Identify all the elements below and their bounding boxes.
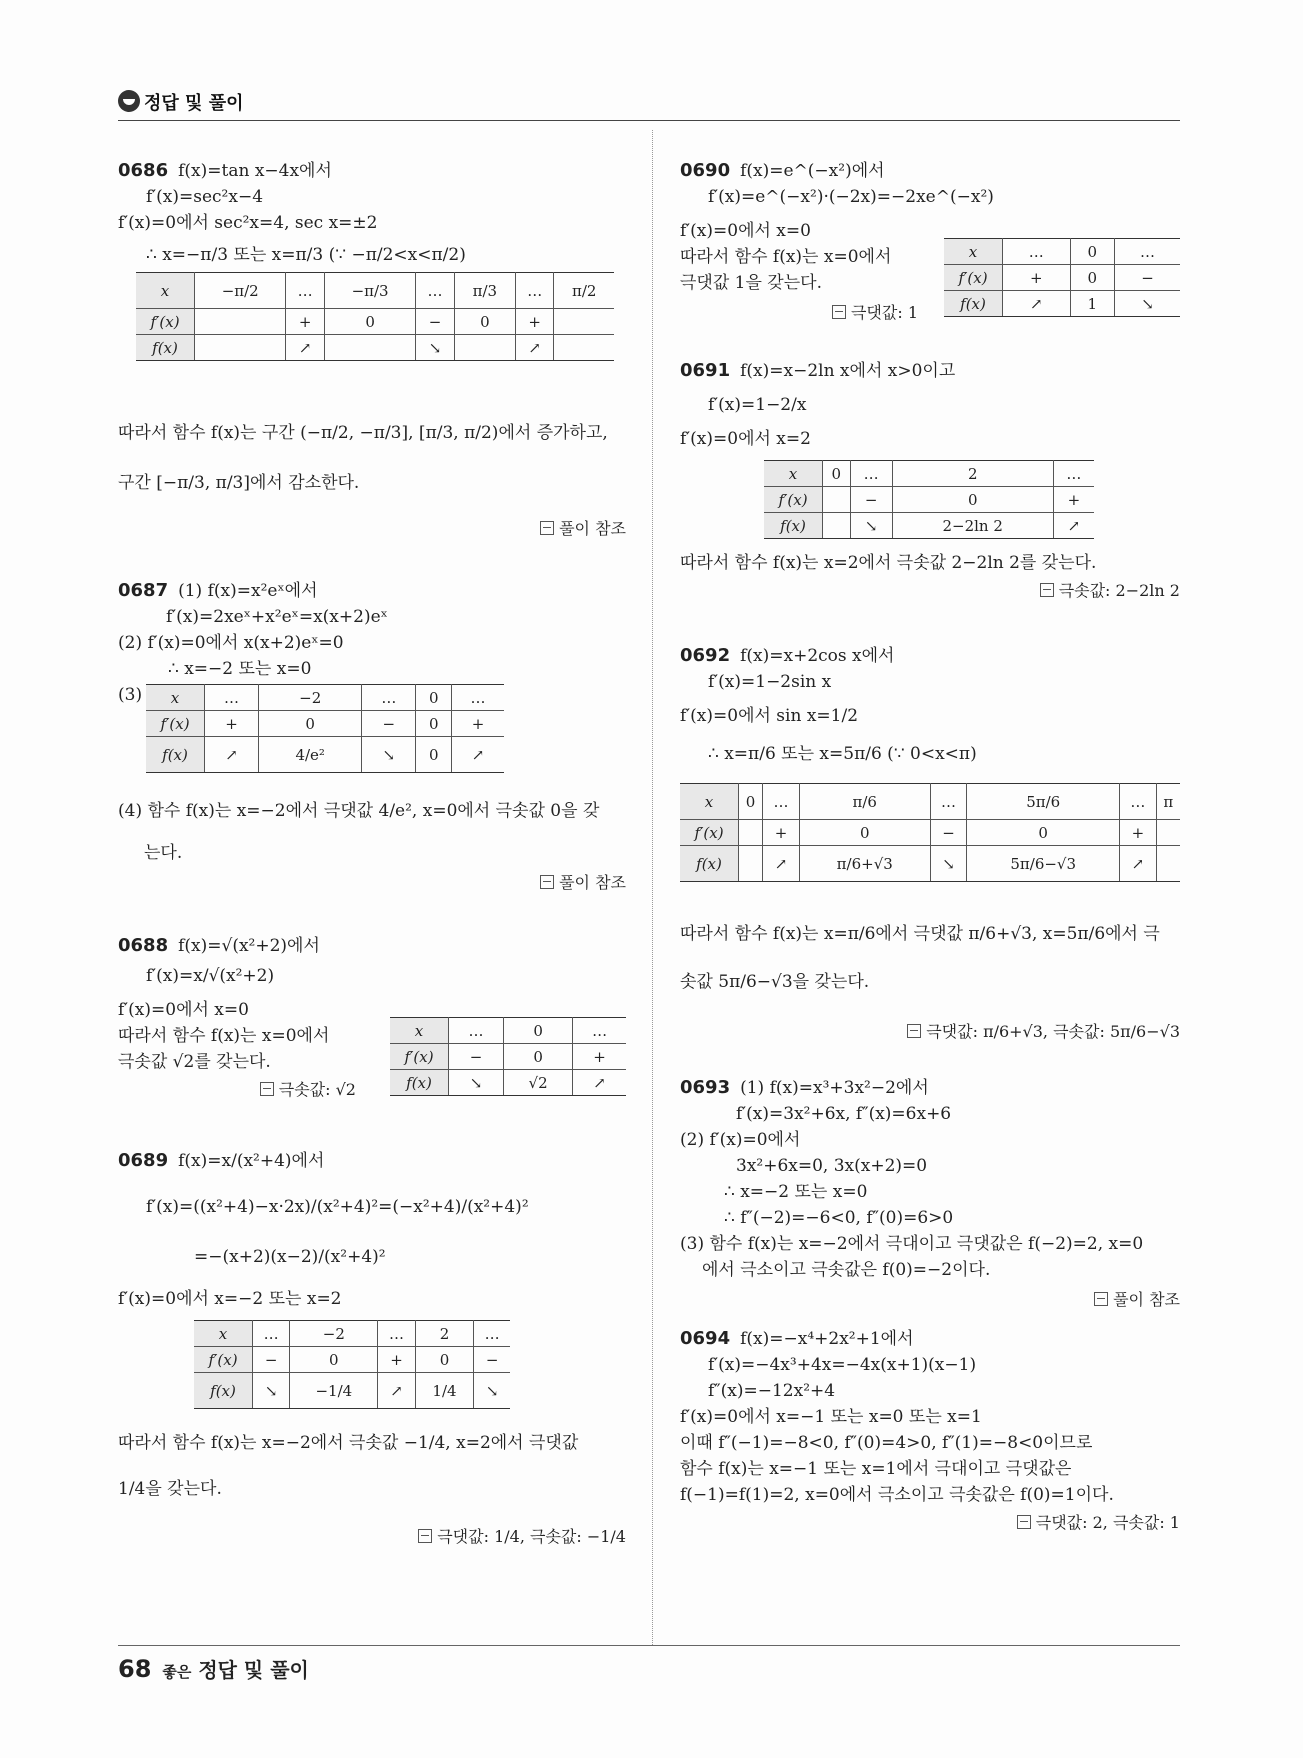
table-cell (324, 335, 415, 361)
solution-line: f′(x)=2xeˣ+x²eˣ=x(x+2)eˣ (166, 607, 388, 627)
table-cell: 0 (739, 784, 763, 820)
table-cell: x (136, 273, 195, 309)
solution-line: 함수 f(x)는 x=−1 또는 x=1에서 극대이고 극댓값은 (680, 1459, 1072, 1479)
table-cell: − (930, 820, 967, 846)
table-cell: 5π/6 (967, 784, 1120, 820)
table-cell: 2−2ln 2 (892, 513, 1053, 539)
conclusion-line: 1/4을 갖는다. (118, 1479, 222, 1499)
solution-line: f′(x)=1−2sin x (708, 672, 832, 692)
table-cell: ↗ (378, 1373, 415, 1409)
table-cell: 0 (454, 309, 515, 335)
solution-line: (3) 함수 f(x)는 x=−2에서 극대이고 극댓값은 f(−2)=2, x=0 (680, 1234, 1144, 1254)
header-title: 정답 및 풀이 (144, 93, 244, 114)
solution-line: (3) (118, 685, 143, 705)
answer: 풀이 참조 (540, 870, 626, 893)
table-cell (1156, 820, 1180, 846)
solution-line: f′(x)=x/√(x²+2) (146, 966, 275, 986)
solution-line: f′(x)=e^(−x²)·(−2x)=−2xe^(−x²) (708, 187, 994, 207)
table-cell: f(x) (146, 737, 205, 773)
table-cell: … (362, 685, 416, 711)
table-cell: ↗ (205, 737, 259, 773)
table-cell: 0 (967, 820, 1120, 846)
answer-icon (418, 1529, 432, 1543)
table-cell: … (474, 1321, 510, 1347)
table-cell: + (1053, 487, 1094, 513)
table-cell: + (1120, 820, 1157, 846)
table-cell: ↘ (362, 737, 416, 773)
table-cell: π (1156, 784, 1180, 820)
table-cell: −π/2 (195, 273, 286, 309)
solution-line: f(x)=x/(x²+4)에서 (178, 1151, 325, 1171)
solution-line: f(x)=e^(−x²)에서 (740, 161, 885, 181)
table-cell: 0 (1070, 265, 1115, 291)
problem-number: 0686 (118, 160, 169, 181)
table-cell: 0 (504, 1044, 573, 1070)
table-cell: ↘ (1115, 291, 1180, 317)
table-cell: … (1053, 461, 1094, 487)
solution-line: f′(x)=0에서 x=0 (118, 1000, 249, 1020)
table-cell: 4/e² (259, 737, 362, 773)
table-cell (823, 513, 851, 539)
solution-line: f(x)=tan x−4x에서 (178, 161, 332, 181)
solution-line: (1) f(x)=x³+3x²−2에서 (740, 1078, 929, 1098)
table-cell: ↘ (850, 513, 892, 539)
problem-number: 0687 (118, 580, 169, 601)
variation-table (764, 460, 1094, 539)
solution-line: f′(x)=0에서 sin x=1/2 (680, 706, 859, 726)
solution-line: f′(x)=3x²+6x, f″(x)=6x+6 (736, 1104, 952, 1124)
table-cell: + (286, 309, 324, 335)
table-cell: ↗ (763, 846, 800, 882)
solution-line: 따라서 함수 f(x)는 x=0에서 (118, 1026, 330, 1046)
solution-line: f(x)=x−2ln x에서 x>0이고 (740, 361, 956, 381)
table-cell: … (763, 784, 800, 820)
table-cell (1156, 846, 1180, 882)
table-cell: … (253, 1321, 290, 1347)
table-cell: 0 (1070, 239, 1115, 265)
conclusion-line: (4) 함수 f(x)는 x=−2에서 극댓값 4/e², x=0에서 극솟값 0을 갖 (118, 801, 600, 821)
table-cell: … (1115, 239, 1180, 265)
table-cell: ↗ (515, 335, 553, 361)
mascot-icon (118, 90, 140, 112)
table-cell: ↗ (1053, 513, 1094, 539)
conclusion-line: 솟값 5π/6−√3을 갖는다. (680, 972, 870, 992)
table-cell: − (253, 1347, 290, 1373)
problem-number: 0692 (680, 645, 731, 666)
table-cell: 0 (799, 820, 930, 846)
footer-label: 정답 및 풀이 (198, 1658, 309, 1682)
page-header (118, 88, 1180, 121)
table-cell: 0 (504, 1018, 573, 1044)
solution-line: 극솟값 √2를 갖는다. (118, 1052, 271, 1072)
table-cell: + (573, 1044, 626, 1070)
table-cell: x (146, 685, 205, 711)
solution-line: 따라서 함수 f(x)는 x=0에서 (680, 247, 892, 267)
solution-line: ∴ x=−2 또는 x=0 (168, 659, 312, 679)
table-cell: −2 (259, 685, 362, 711)
table-cell: … (205, 685, 259, 711)
table-cell: − (362, 711, 416, 737)
table-cell: 0 (416, 737, 452, 773)
table-cell: x (194, 1321, 253, 1347)
answer: 극댓값: 1 (832, 300, 918, 323)
solution-line: f(−1)=f(1)=2, x=0에서 극소이고 극솟값은 f(0)=1이다. (680, 1485, 1114, 1505)
footer-sub: 좋은 (162, 1663, 192, 1681)
table-cell: f′(x) (146, 711, 205, 737)
solution-line: 3x²+6x=0, 3x(x+2)=0 (736, 1156, 928, 1176)
table-cell: ↗ (1120, 846, 1157, 882)
table-cell: + (452, 711, 504, 737)
solution-line: f′(x)=0에서 x=−2 또는 x=2 (118, 1289, 342, 1309)
problem-number: 0693 (680, 1077, 731, 1098)
solution-line: 극댓값 1을 갖는다. (680, 273, 822, 293)
solution-line: f′(x)=0에서 sec²x=4, sec x=±2 (118, 213, 378, 233)
table-cell: + (205, 711, 259, 737)
answer: 극댓값: 2, 극솟값: 1 (1017, 1510, 1180, 1533)
answer-icon (540, 521, 554, 535)
table-cell: … (515, 273, 553, 309)
answer-icon (907, 1024, 921, 1038)
table-cell (195, 335, 286, 361)
table-cell: f(x) (680, 846, 739, 882)
table-cell (554, 309, 614, 335)
table-cell: f(x) (194, 1373, 253, 1409)
conclusion-line: 따라서 함수 f(x)는 x=π/6에서 극댓값 π/6+√3, x=5π/6에서 극 (680, 924, 1160, 944)
table-cell: −π/3 (324, 273, 415, 309)
table-cell: 0 (823, 461, 851, 487)
conclusion-line: 따라서 함수 f(x)는 구간 (−π/2, −π/3], [π/3, π/2)에서 증가하고, (118, 423, 608, 443)
table-cell: ↘ (253, 1373, 290, 1409)
table-cell: f′(x) (136, 309, 195, 335)
table-cell: π/3 (454, 273, 515, 309)
table-cell: x (680, 784, 739, 820)
table-cell: f′(x) (944, 265, 1003, 291)
conclusion-line: 따라서 함수 f(x)는 x=−2에서 극솟값 −1/4, x=2에서 극댓값 (118, 1433, 579, 1453)
table-cell: − (449, 1044, 504, 1070)
table-cell: −1/4 (290, 1373, 378, 1409)
table-cell: √2 (504, 1070, 573, 1096)
table-cell: ↘ (930, 846, 967, 882)
table-cell: 0 (892, 487, 1053, 513)
table-cell (739, 846, 763, 882)
answer-icon (1017, 1515, 1031, 1529)
table-cell: 0 (416, 711, 452, 737)
table-cell: f(x) (136, 335, 195, 361)
table-cell (554, 335, 614, 361)
table-cell: … (1003, 239, 1071, 265)
table-cell: + (1003, 265, 1071, 291)
answer: 극댓값: π/6+√3, 극솟값: 5π/6−√3 (907, 1019, 1180, 1042)
answer: 극솟값: 2−2ln 2 (1040, 578, 1180, 601)
solution-line: f′(x)=sec²x−4 (146, 187, 264, 207)
table-cell: … (416, 273, 454, 309)
table-cell: 1 (1070, 291, 1115, 317)
table-cell: 0 (324, 309, 415, 335)
problem-number: 0689 (118, 1150, 169, 1171)
table-cell: ↗ (452, 737, 504, 773)
page-footer (118, 1654, 309, 1683)
answer: 극댓값: 1/4, 극솟값: −1/4 (418, 1524, 626, 1547)
problem-number: 0690 (680, 160, 731, 181)
answer-icon (540, 875, 554, 889)
column-divider (652, 130, 653, 1645)
answer-icon (260, 1082, 274, 1096)
answer: 풀이 참조 (1094, 1287, 1180, 1310)
table-cell: + (763, 820, 800, 846)
table-cell: + (378, 1347, 415, 1373)
variation-table (136, 272, 614, 361)
table-cell: 0 (416, 685, 452, 711)
solution-line: f(x)=−x⁴+2x²+1에서 (740, 1329, 914, 1349)
table-cell: ↘ (449, 1070, 504, 1096)
answer: 풀이 참조 (540, 516, 626, 539)
table-cell: 0 (290, 1347, 378, 1373)
solution-line: ∴ x=π/6 또는 x=5π/6 (∵ 0<x<π) (708, 744, 977, 764)
conclusion-line: 구간 [−π/3, π/3]에서 감소한다. (118, 473, 360, 493)
solution-line: (1) f(x)=x²eˣ에서 (178, 581, 318, 601)
table-cell: 0 (415, 1347, 474, 1373)
table-cell: x (390, 1018, 449, 1044)
solution-line: f′(x)=0에서 x=−1 또는 x=0 또는 x=1 (680, 1407, 982, 1427)
table-cell: … (573, 1018, 626, 1044)
solution-line: f″(x)=−12x²+4 (708, 1381, 836, 1401)
conclusion-line: 따라서 함수 f(x)는 x=2에서 극솟값 2−2ln 2를 갖는다. (680, 553, 1097, 573)
answer-icon (1094, 1292, 1108, 1306)
solution-line: f(x)=√(x²+2)에서 (178, 936, 320, 956)
solution-line: ∴ x=−2 또는 x=0 (724, 1182, 868, 1202)
conclusion-line: 는다. (144, 843, 183, 863)
page-number: 68 (118, 1655, 152, 1683)
table-cell: f(x) (390, 1070, 449, 1096)
solution-line: =−(x+2)(x−2)/(x²+4)² (194, 1247, 386, 1267)
solution-line: (2) f′(x)=0에서 x(x+2)eˣ=0 (118, 633, 344, 653)
table-cell: π/2 (554, 273, 614, 309)
solution-line: f′(x)=−4x³+4x=−4x(x+1)(x−1) (708, 1355, 977, 1375)
table-cell: … (930, 784, 967, 820)
table-cell: + (515, 309, 553, 335)
solution-line: f(x)=x+2cos x에서 (740, 646, 895, 666)
table-cell: − (416, 309, 454, 335)
variation-table (146, 684, 504, 773)
table-cell: π/6 (799, 784, 930, 820)
table-cell: f(x) (764, 513, 823, 539)
table-cell: … (449, 1018, 504, 1044)
table-cell: … (1120, 784, 1157, 820)
solution-line: (2) f′(x)=0에서 (680, 1130, 801, 1150)
table-cell (454, 335, 515, 361)
table-cell: ↘ (474, 1373, 510, 1409)
table-cell: … (378, 1321, 415, 1347)
answer: 극솟값: √2 (260, 1077, 356, 1100)
table-cell: … (286, 273, 324, 309)
table-cell (739, 820, 763, 846)
table-cell: ↗ (286, 335, 324, 361)
solution-line: ∴ f″(−2)=−6<0, f″(0)=6>0 (724, 1208, 954, 1228)
footer-rule (118, 1645, 1180, 1646)
solution-line: 에서 극소이고 극솟값은 f(0)=−2이다. (702, 1260, 991, 1280)
solution-line: f′(x)=0에서 x=0 (680, 221, 811, 241)
table-cell: 2 (892, 461, 1053, 487)
table-cell: f′(x) (390, 1044, 449, 1070)
table-cell: … (452, 685, 504, 711)
table-cell: − (474, 1347, 510, 1373)
solution-line: f′(x)=((x²+4)−x·2x)/(x²+4)²=(−x²+4)/(x²+4)² (146, 1197, 529, 1217)
table-cell: π/6+√3 (799, 846, 930, 882)
solution-line: 이때 f″(−1)=−8<0, f″(0)=4>0, f″(1)=−8<0이므로 (680, 1433, 1093, 1453)
solution-line: f′(x)=1−2/x (708, 395, 807, 415)
table-cell: ↘ (416, 335, 454, 361)
solution-line: f′(x)=0에서 x=2 (680, 429, 811, 449)
table-cell: … (850, 461, 892, 487)
variation-table (680, 783, 1180, 882)
table-cell: 1/4 (415, 1373, 474, 1409)
table-cell: − (850, 487, 892, 513)
table-cell: −2 (290, 1321, 378, 1347)
table-cell: 0 (259, 711, 362, 737)
table-cell: x (764, 461, 823, 487)
variation-table (390, 1017, 626, 1096)
table-cell: − (1115, 265, 1180, 291)
table-cell: f′(x) (680, 820, 739, 846)
answer-icon (832, 305, 846, 319)
variation-table (194, 1320, 510, 1409)
table-cell: f′(x) (194, 1347, 253, 1373)
table-cell (195, 309, 286, 335)
table-cell: f(x) (944, 291, 1003, 317)
problem-number: 0694 (680, 1328, 731, 1349)
table-cell: x (944, 239, 1003, 265)
problem-number: 0688 (118, 935, 169, 956)
table-cell: ↗ (573, 1070, 626, 1096)
table-cell: f′(x) (764, 487, 823, 513)
table-cell: ↗ (1003, 291, 1071, 317)
answer-icon (1040, 583, 1054, 597)
solution-line: ∴ x=−π/3 또는 x=π/3 (∵ −π/2<x<π/2) (146, 245, 466, 265)
table-cell: 5π/6−√3 (967, 846, 1120, 882)
problem-number: 0691 (680, 360, 731, 381)
variation-table (944, 238, 1180, 317)
table-cell: 2 (415, 1321, 474, 1347)
table-cell (823, 487, 851, 513)
